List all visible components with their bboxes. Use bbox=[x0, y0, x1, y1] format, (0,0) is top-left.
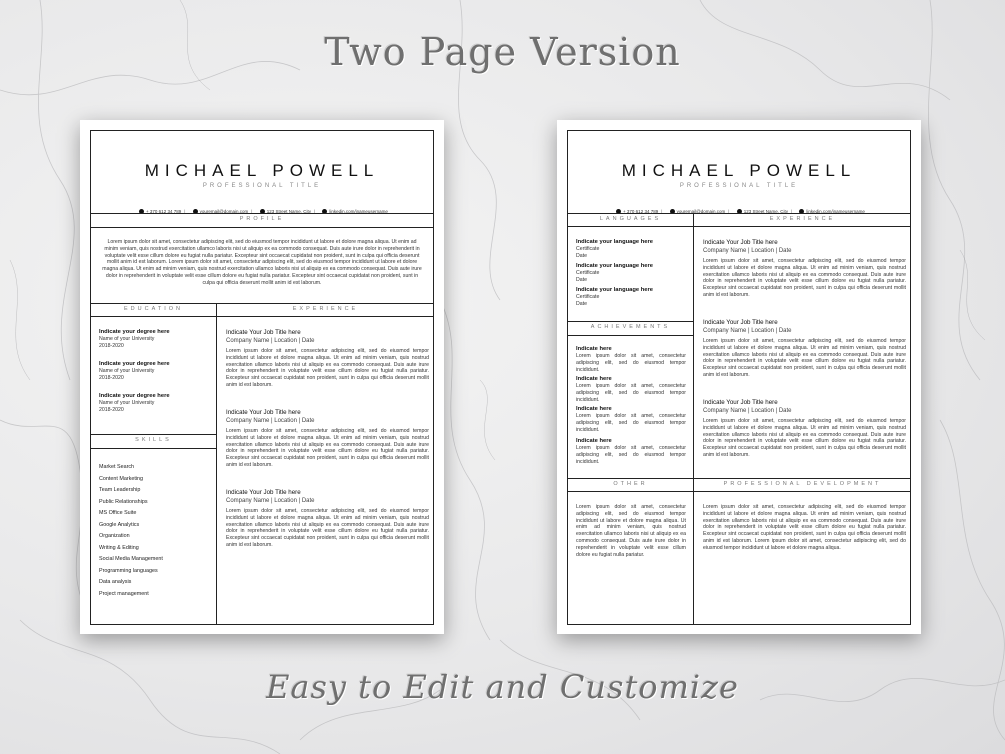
job-title: Indicate Your Job Title here bbox=[226, 329, 301, 336]
skill-item: Market Search bbox=[99, 464, 135, 470]
achievement-item bbox=[576, 376, 686, 403]
skill-item: MS Office Suite bbox=[99, 510, 137, 516]
divider bbox=[91, 316, 433, 317]
section-languages: LANGUAGES bbox=[599, 216, 662, 222]
divider bbox=[91, 434, 216, 435]
professional-title: PROFESSIONAL TITLE bbox=[679, 183, 799, 189]
job-description: Lorem ipsum dolor sit amet, consectetur adipiscing elit, sed do eiusmod tempor incididunt ut labore et dolore magna aliqua. Ut enim ad minim veniam, quis nostrud exercitation ullamco laboris nisi ut aliquip ex ea commodo consequat. Duis aute irure dolor in reprehenderit in voluptate velit esse cillum dolore eu fugiat nulla pariatur. Excepteur sint occaecat cupidatat non proident, sunt in culpa qui officia deserunt mollit anim id est laborum. bbox=[703, 338, 906, 378]
language-certificate: Certificate bbox=[576, 270, 600, 276]
divider bbox=[91, 303, 433, 304]
contact-address: 123 Street Name, City bbox=[743, 209, 788, 214]
education-item bbox=[99, 361, 211, 382]
resume-name: MICHAEL POWELL bbox=[144, 161, 380, 180]
resume-page-1 bbox=[80, 120, 444, 634]
job-company-line: Company Name | Location | Date bbox=[703, 408, 792, 414]
contact-linkedin: linkedin.com/inameusername bbox=[806, 209, 865, 214]
achievement-item bbox=[576, 346, 686, 373]
divider bbox=[91, 213, 433, 214]
job-company-line: Company Name | Location | Date bbox=[226, 338, 315, 344]
job-company-line: Company Name | Location | Date bbox=[226, 418, 315, 424]
contact-email: youremail@domain.com bbox=[199, 209, 249, 214]
skill-item: Google Analytics bbox=[99, 521, 140, 528]
job-description: Lorem ipsum dolor sit amet, consectetur adipiscing elit, sed do eiusmod tempor incididunt ut labore et dolore magna aliqua. Ut enim ad minim veniam, quis nostrud exercitation ullamco laboris nisi ut aliquip ex ea commodo consequat. Duis aute irure dolor in reprehenderit in voluptate velit esse cillum dolore eu fugiat nulla pariatur. Excepteur sint occaecat cupidatat non proident, sunt in culpa qui officia deserunt mollit anim id est laborum. bbox=[226, 348, 429, 388]
job-description: Lorem ipsum dolor sit amet, consectetur adipiscing elit, sed do eiusmod tempor incididunt ut labore et dolore magna aliqua. Ut enim ad minim veniam, quis nostrud exercitation ullamco laboris nisi ut aliquip ex ea commodo consequat. Duis aute irure dolor in reprehenderit in voluptate velit esse cillum dolore eu fugiat nulla pariatur. Excepteur sint occaecat cupidatat non proident, sunt in culpa qui officia deserunt mollit anim id est laborum. bbox=[703, 258, 906, 298]
contact-phone: + 370 612 34 789 bbox=[146, 209, 182, 214]
resume-name: MICHAEL POWELL bbox=[621, 161, 857, 180]
achievement-text: Lorem ipsum dolor sit amet, consectetur adipiscing elit, sed do eiusmod tempor incididunt. bbox=[576, 383, 686, 403]
contact-address: 123 Street Name, City bbox=[266, 209, 311, 214]
job-entry bbox=[226, 329, 429, 389]
divider bbox=[568, 491, 910, 492]
achievement-title: Indicate here bbox=[576, 376, 612, 382]
divider bbox=[91, 448, 216, 449]
achievement-title: Indicate here bbox=[576, 346, 612, 352]
divider bbox=[568, 478, 910, 479]
job-title: Indicate Your Job Title here bbox=[703, 239, 778, 246]
professional-development-text: Lorem ipsum dolor sit amet, consectetur adipiscing elit, sed do eiusmod tempor incididunt ut labore et dolore magna aliqua. Ut enim ad minim veniam, quis nostrud exercitation ullamco laboris nisi ut aliquip ex ea commodo consequat. Duis aute irure dolor in reprehenderit in voluptate velit esse cillum dolore eu fugiat nulla pariatur. Excepteur sint occaecat cupidatat non proident, sunt in culpa qui officia deserunt mollit anim id est laborum. Lorem ipsum dolor sit amet, consectetur adipiscing elit, sed do eiusmod tempor incididunt ut labore et dolore magna aliqua. bbox=[703, 504, 906, 551]
section-experience: EXPERIENCE bbox=[292, 306, 359, 312]
contact-email: youremail@domain.com bbox=[676, 209, 726, 214]
achievement-text: Lorem ipsum dolor sit amet, consectetur adipiscing elit, sed do eiusmod tempor incididunt. bbox=[576, 353, 686, 373]
skill-item: Writing & Editing bbox=[99, 544, 139, 551]
divider bbox=[91, 227, 433, 228]
job-company-line: Company Name | Location | Date bbox=[703, 328, 792, 334]
column-divider bbox=[693, 213, 694, 624]
job-title: Indicate Your Job Title here bbox=[703, 399, 778, 406]
job-entry bbox=[226, 409, 429, 469]
job-description: Lorem ipsum dolor sit amet, consectetur adipiscing elit, sed do eiusmod tempor incididunt ut labore et dolore magna aliqua. Ut enim ad minim veniam, quis nostrud exercitation ullamco laboris nisi ut aliquip ex ea commodo consequat. Duis aute irure dolor in reprehenderit in voluptate velit esse cillum dolore eu fugiat nulla pariatur. Excepteur sint occaecat cupidatat non proident, sunt in culpa qui officia deserunt mollit anim id est laborum. bbox=[226, 508, 429, 548]
page-frame bbox=[90, 130, 434, 625]
column-divider bbox=[216, 303, 217, 624]
language-name: Indicate your language here bbox=[576, 287, 653, 293]
section-professional-development: PROFESSIONAL DEVELOPMENT bbox=[723, 481, 882, 487]
section-experience: EXPERIENCE bbox=[769, 216, 836, 222]
achievement-title: Indicate here bbox=[576, 438, 612, 444]
language-certificate: Certificate bbox=[576, 294, 600, 300]
page-frame bbox=[567, 130, 911, 625]
years: 2018-2020 bbox=[99, 342, 124, 349]
divider bbox=[568, 335, 693, 336]
language-date: Date bbox=[576, 252, 587, 259]
headline-top: Two Page Version bbox=[324, 30, 681, 74]
section-profile: PROFILE bbox=[239, 216, 285, 222]
education-item bbox=[99, 329, 211, 350]
divider bbox=[568, 213, 910, 214]
job-title: Indicate Your Job Title here bbox=[226, 489, 301, 496]
separator: | bbox=[184, 209, 186, 214]
divider bbox=[568, 226, 910, 227]
skill-item: Public Relationships bbox=[99, 498, 148, 505]
skills-list bbox=[99, 462, 211, 600]
job-company-line: Company Name | Location | Date bbox=[226, 498, 315, 504]
language-date: Date bbox=[576, 276, 587, 283]
years: 2018-2020 bbox=[99, 406, 124, 413]
professional-title: PROFESSIONAL TITLE bbox=[202, 183, 322, 189]
skill-item: Team Leadership bbox=[99, 487, 141, 493]
skill-item: Data analysis bbox=[99, 579, 132, 585]
section-skills: SKILLS bbox=[135, 437, 172, 443]
skill-item: Programming languages bbox=[99, 567, 158, 574]
profile-text: Lorem ipsum dolor sit amet, consectetur adipiscing elit, sed do eiusmod tempor incididunt ut labore et dolore magna aliqua. Ut enim ad minim veniam, quis nostrud exercitation ullamco laboris nisi ut aliquip ex ea commodo consequat. Duis aute irure dolor in reprehenderit in voluptate velit esse cillum dolore eu fugiat nulla pariatur. Excepteur sint occaecat cupidatat non proident, sunt in culpa qui officia deserunt mollit anim id est laborum. Lorem ipsum dolor sit amet, consectetur adipiscing elit, sed do eiusmod tempor incididunt ut labore et dolore magna aliqua. Ut enim ad minim veniam, quis nostrud exercitation ullamco laboris nisi ut aliquip ex ea commodo consequat. Duis aute irure dolor in reprehenderit in voluptate velit esse cillum dolore eu fugiat nulla pariatur. Excepteur sint occaecat cupidatat non proident, sunt in culpa qui officia deserunt mollit anim id est laborum. bbox=[102, 239, 422, 286]
section-education: EDUCATION bbox=[124, 306, 183, 312]
contact-phone: + 370 612 34 789 bbox=[623, 209, 659, 214]
job-company-line: Company Name | Location | Date bbox=[703, 248, 792, 254]
separator: | bbox=[728, 209, 730, 214]
language-item bbox=[576, 239, 688, 260]
resume-page-2 bbox=[557, 120, 921, 634]
separator: | bbox=[661, 209, 663, 214]
section-other: OTHER bbox=[613, 481, 648, 487]
university: Name of your University bbox=[99, 336, 155, 342]
language-item bbox=[576, 287, 688, 308]
language-name: Indicate your language here bbox=[576, 263, 653, 269]
job-entry bbox=[703, 319, 906, 379]
divider bbox=[568, 321, 693, 322]
achievement-item bbox=[576, 438, 686, 465]
separator: | bbox=[313, 209, 316, 214]
degree: Indicate your degree here bbox=[99, 361, 170, 367]
headline-bottom: Easy to Edit and Customize bbox=[266, 668, 739, 706]
university: Name of your University bbox=[99, 400, 155, 406]
other-text: Lorem ipsum dolor sit amet, consectetur adipiscing elit, sed do eiusmod tempor incididunt ut labore et dolore magna aliqua. Ut enim ad minim veniam, quis nostrud exercitation ullamco laboris nisi ut aliquip ex ea commodo consequat. Duis aute irure dolor in reprehenderit in voluptate velit esse cillum dolore eu fugiat nulla pariatur. bbox=[576, 504, 686, 558]
achievement-text: Lorem ipsum dolor sit amet, consectetur adipiscing elit, sed do eiusmod tempor incididunt. bbox=[576, 445, 686, 465]
separator: | bbox=[790, 209, 793, 214]
achievement-title: Indicate here bbox=[576, 406, 612, 412]
job-entry bbox=[703, 239, 906, 299]
skill-item: Organization bbox=[99, 533, 130, 539]
skill-item: Project management bbox=[99, 590, 149, 597]
job-title: Indicate Your Job Title here bbox=[226, 409, 301, 416]
job-description: Lorem ipsum dolor sit amet, consectetur adipiscing elit, sed do eiusmod tempor incididunt ut labore et dolore magna aliqua. Ut enim ad minim veniam, quis nostrud exercitation ullamco laboris nisi ut aliquip ex ea commodo consequat. Duis aute irure dolor in reprehenderit in voluptate velit esse cillum dolore eu fugiat nulla pariatur. Excepteur sint occaecat cupidatat non proident, sunt in culpa qui officia deserunt mollit anim id est laborum. bbox=[703, 418, 906, 458]
language-name: Indicate your language here bbox=[576, 239, 653, 245]
job-title: Indicate Your Job Title here bbox=[703, 319, 778, 326]
job-description: Lorem ipsum dolor sit amet, consectetur adipiscing elit, sed do eiusmod tempor incididunt ut labore et dolore magna aliqua. Ut enim ad minim veniam, quis nostrud exercitation ullamco laboris nisi ut aliquip ex ea commodo consequat. Duis aute irure dolor in reprehenderit in voluptate velit esse cillum dolore eu fugiat nulla pariatur. Excepteur sint occaecat cupidatat non proident, sunt in culpa qui officia deserunt mollit anim id est laborum. bbox=[226, 428, 429, 468]
job-entry bbox=[703, 399, 906, 459]
achievement-text: Lorem ipsum dolor sit amet, consectetur adipiscing elit, sed do eiusmod tempor incididunt. bbox=[576, 413, 686, 433]
separator: | bbox=[251, 209, 253, 214]
years: 2018-2020 bbox=[99, 374, 124, 381]
contact-linkedin: linkedin.com/inameusername bbox=[329, 209, 388, 214]
degree: Indicate your degree here bbox=[99, 393, 170, 399]
language-date: Date bbox=[576, 300, 587, 307]
skill-item: Social Media Management bbox=[99, 556, 163, 562]
language-certificate: Certificate bbox=[576, 246, 600, 252]
education-item bbox=[99, 393, 211, 414]
language-item bbox=[576, 263, 688, 284]
job-entry bbox=[226, 489, 429, 549]
degree: Indicate your degree here bbox=[99, 329, 170, 335]
achievement-item bbox=[576, 406, 686, 433]
section-achievements: ACHIEVEMENTS bbox=[590, 324, 671, 330]
university: Name of your University bbox=[99, 368, 155, 374]
skill-item: Content Marketing bbox=[99, 475, 144, 482]
